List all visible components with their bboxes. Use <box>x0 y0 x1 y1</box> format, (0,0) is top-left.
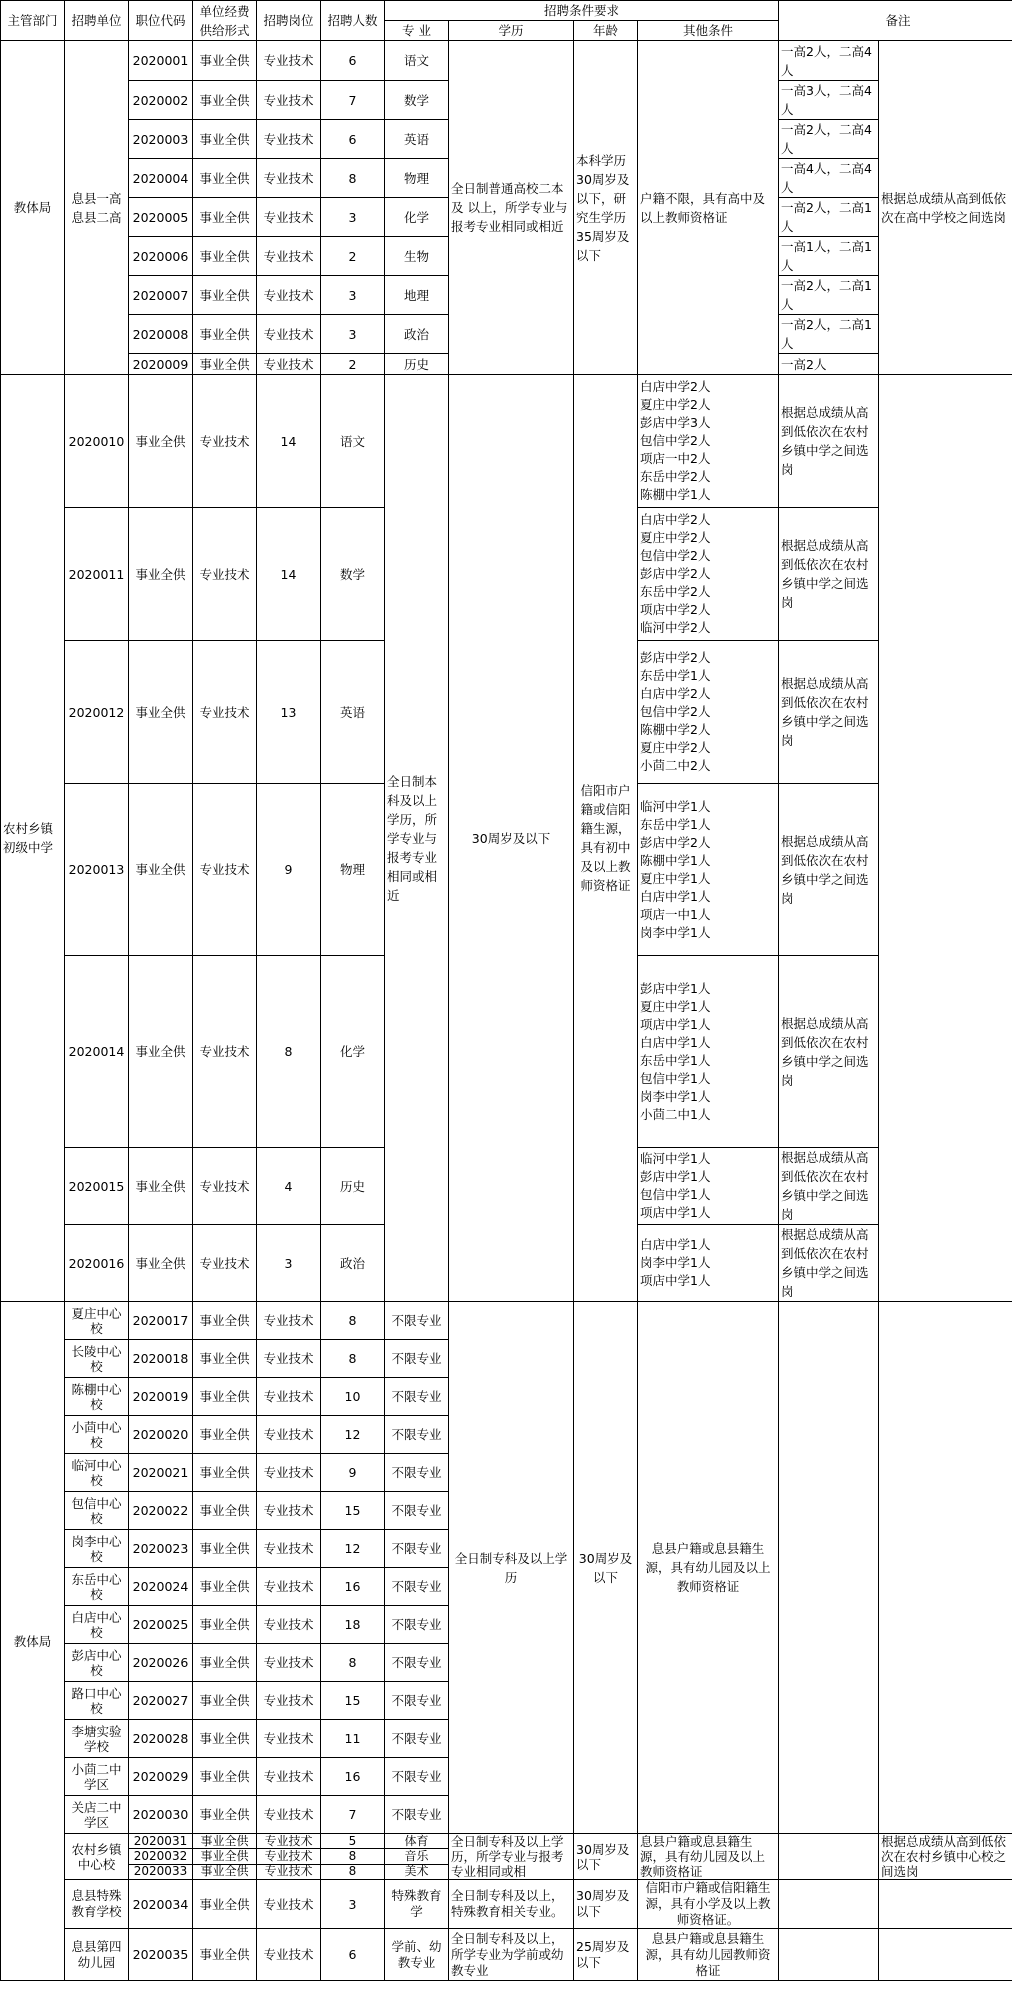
major-cell: 不限专业 <box>385 1454 449 1492</box>
num-cell: 3 <box>257 1225 321 1302</box>
num-cell: 8 <box>321 1340 385 1378</box>
major-cell: 体育 <box>385 1834 449 1849</box>
other-cell: 信阳市户籍或信阳籍生源，具有小学及以上教师资格证。 <box>638 1880 779 1929</box>
fund-cell: 事业全供 <box>129 1148 193 1225</box>
num-cell: 13 <box>257 641 321 784</box>
unit-cell: 长陵中心校 <box>65 1340 129 1378</box>
post-cell: 专业技术 <box>257 1492 321 1530</box>
num-cell: 16 <box>321 1568 385 1606</box>
fund-cell: 事业全供 <box>193 237 257 276</box>
post-cell: 专业技术 <box>257 198 321 237</box>
header-education: 学历 <box>449 21 574 41</box>
fund-cell: 事业全供 <box>129 956 193 1148</box>
fund-cell: 事业全供 <box>193 81 257 120</box>
code-cell: 2020026 <box>129 1644 193 1682</box>
other-cell: 息县户籍或息县籍生源，具有幼儿园及以上教师资格证 <box>638 1834 779 1880</box>
num-cell: 4 <box>257 1148 321 1225</box>
education-cell: 全日制本科及以上学历，所学专业与报考专业相同或相近 <box>385 375 449 1302</box>
major-cell: 英语 <box>385 120 449 159</box>
age-cell: 30周岁及以下 <box>574 1880 638 1929</box>
code-cell: 2020001 <box>129 41 193 81</box>
post-cell: 专业技术 <box>257 81 321 120</box>
code-cell: 2020010 <box>65 375 129 508</box>
fund-cell: 事业全供 <box>193 1864 257 1879</box>
code-cell: 2020025 <box>129 1606 193 1644</box>
fund-cell: 事业全供 <box>129 1225 193 1302</box>
table-row <box>1 1880 1012 1929</box>
fund-cell: 事业全供 <box>193 1720 257 1758</box>
code-cell: 2020023 <box>129 1530 193 1568</box>
remark-cell: 根据总成绩从高到低依次在农村乡镇中学之间选岗 <box>779 375 879 508</box>
num-cell: 5 <box>321 1834 385 1849</box>
fund-cell: 事业全供 <box>193 1849 257 1864</box>
code-cell: 2020032 <box>129 1849 193 1864</box>
num-cell: 9 <box>257 784 321 956</box>
code-cell: 2020012 <box>65 641 129 784</box>
num-cell: 6 <box>321 1929 385 1981</box>
major-cell: 美术 <box>385 1864 449 1879</box>
major-cell: 不限专业 <box>385 1758 449 1796</box>
header-fund: 单位经费供给形式 <box>193 1 257 41</box>
header-other: 其他条件 <box>638 21 779 41</box>
major-cell: 学前、幼教专业 <box>385 1929 449 1981</box>
code-cell: 2020003 <box>129 120 193 159</box>
unit-cell: 岗李中心校 <box>65 1530 129 1568</box>
fund-cell: 事业全供 <box>193 276 257 315</box>
code-cell: 2020019 <box>129 1378 193 1416</box>
code-cell: 2020033 <box>129 1864 193 1879</box>
fund-cell: 事业全供 <box>193 1929 257 1981</box>
post-cell: 专业技术 <box>257 315 321 354</box>
post-cell: 专业技术 <box>257 1302 321 1340</box>
code-cell: 2020009 <box>129 354 193 375</box>
major-cell: 政治 <box>321 1225 385 1302</box>
unit-cell: 农村乡镇初级中学 <box>1 375 65 1302</box>
num-cell: 3 <box>321 1880 385 1929</box>
code-cell: 2020016 <box>65 1225 129 1302</box>
distribution-cell: 白店中学1人 岗李中学1人 项店中学1人 <box>638 1225 779 1302</box>
major-cell: 政治 <box>385 315 449 354</box>
fund-cell: 事业全供 <box>193 1606 257 1644</box>
post-cell: 专业技术 <box>257 1720 321 1758</box>
code-cell: 2020028 <box>129 1720 193 1758</box>
fund-cell: 事业全供 <box>193 354 257 375</box>
remark-cell <box>879 1880 1012 1929</box>
num-cell: 10 <box>321 1378 385 1416</box>
post-cell: 专业技术 <box>193 375 257 508</box>
code-cell: 2020005 <box>129 198 193 237</box>
code-cell: 2020031 <box>129 1834 193 1849</box>
post-cell: 专业技术 <box>257 1606 321 1644</box>
fund-cell: 事业全供 <box>129 508 193 641</box>
code-cell: 2020006 <box>129 237 193 276</box>
remark-cell: 根据总成绩从高到低依次在农村乡镇中学之间选岗 <box>779 956 879 1148</box>
post-cell: 专业技术 <box>257 237 321 276</box>
num-cell: 2 <box>321 354 385 375</box>
header-post: 招聘岗位 <box>257 1 321 41</box>
num-cell: 6 <box>321 120 385 159</box>
major-cell: 物理 <box>385 159 449 198</box>
distribution-cell: 彭店中学1人 夏庄中学1人 项店中学1人 白店中学1人 东岳中学1人 包信中学1人 岗李中学1人 小茴二中1人 <box>638 956 779 1148</box>
post-cell: 专业技术 <box>193 784 257 956</box>
code-cell: 2020035 <box>129 1929 193 1981</box>
code-cell: 2020013 <box>65 784 129 956</box>
unit-cell: 白店中心校 <box>65 1606 129 1644</box>
remark-cell <box>879 1929 1012 1981</box>
num-cell: 14 <box>257 375 321 508</box>
fund-cell: 事业全供 <box>193 1530 257 1568</box>
code-cell: 2020029 <box>129 1758 193 1796</box>
unit-cell: 小茴二中学区 <box>65 1758 129 1796</box>
code-cell: 2020020 <box>129 1416 193 1454</box>
fund-cell: 事业全供 <box>193 1454 257 1492</box>
header-num: 招聘人数 <box>321 1 385 41</box>
post-cell: 专业技术 <box>193 508 257 641</box>
num-cell: 3 <box>321 276 385 315</box>
fund-cell: 事业全供 <box>193 41 257 81</box>
unit-cell: 关店二中学区 <box>65 1796 129 1834</box>
other-cell: 信阳市户籍或信阳籍生源，具有初中及以上教师资格证 <box>574 375 638 1302</box>
num-cell: 7 <box>321 81 385 120</box>
header-row <box>1 1 1012 21</box>
num-cell: 8 <box>321 1644 385 1682</box>
fund-cell: 事业全供 <box>129 375 193 508</box>
header-dept: 主管部门 <box>1 1 65 41</box>
remark-cell: 根据总成绩从高到低依次在农村乡镇中学之间选岗 <box>779 784 879 956</box>
fund-cell: 事业全供 <box>193 1340 257 1378</box>
major-cell: 地理 <box>385 276 449 315</box>
distribution-cell <box>779 1880 879 1929</box>
remark-cell: 根据总成绩从高到低依次在农村乡镇中心校之间选岗 <box>879 1834 1012 1880</box>
post-cell: 专业技术 <box>257 1416 321 1454</box>
post-cell: 专业技术 <box>257 1849 321 1864</box>
code-cell: 2020021 <box>129 1454 193 1492</box>
distribution-cell: 一高2人，二高4人 <box>779 120 879 159</box>
fund-cell: 事业全供 <box>193 1302 257 1340</box>
age-cell: 30周岁及以下 <box>449 375 574 1302</box>
num-cell: 15 <box>321 1682 385 1720</box>
major-cell: 物理 <box>321 784 385 956</box>
remark-cell: 根据总成绩从高到低依次在农村乡镇中学之间选岗 <box>779 508 879 641</box>
distribution-cell: 一高1人，二高1人 <box>779 237 879 276</box>
num-cell: 14 <box>257 508 321 641</box>
post-cell: 专业技术 <box>257 1682 321 1720</box>
fund-cell: 事业全供 <box>193 1834 257 1849</box>
post-cell: 专业技术 <box>257 1880 321 1929</box>
code-cell: 2020008 <box>129 315 193 354</box>
age-cell: 30周岁及以下 <box>574 1834 638 1880</box>
remark-cell: 根据总成绩从高到低依次在高中学校之间选岗 <box>879 41 1012 375</box>
distribution-cell: 一高2人，二高1人 <box>779 198 879 237</box>
fund-cell: 事业全供 <box>193 1416 257 1454</box>
major-cell: 不限专业 <box>385 1720 449 1758</box>
major-cell: 不限专业 <box>385 1644 449 1682</box>
code-cell: 2020024 <box>129 1568 193 1606</box>
fund-cell: 事业全供 <box>129 641 193 784</box>
code-cell: 2020018 <box>129 1340 193 1378</box>
education-cell: 全日制专科及以上，特殊教育相关专业。 <box>449 1880 574 1929</box>
major-cell: 不限专业 <box>385 1416 449 1454</box>
fund-cell: 事业全供 <box>193 1758 257 1796</box>
post-cell: 专业技术 <box>193 641 257 784</box>
unit-cell: 小茴中心校 <box>65 1416 129 1454</box>
header-unit: 招聘单位 <box>65 1 129 41</box>
major-cell: 化学 <box>321 956 385 1148</box>
major-cell: 特殊教育学 <box>385 1880 449 1929</box>
post-cell: 专业技术 <box>257 1864 321 1879</box>
code-cell: 2020022 <box>129 1492 193 1530</box>
remark-cell <box>879 1302 1012 1834</box>
remark-cell: 根据总成绩从高到低依次在农村乡镇中学之间选岗 <box>779 1148 879 1225</box>
post-cell: 专业技术 <box>257 159 321 198</box>
num-cell: 12 <box>321 1530 385 1568</box>
fund-cell: 事业全供 <box>129 784 193 956</box>
header-remark: 备注 <box>779 1 1012 41</box>
distribution-cell: 临河中学1人 彭店中学1人 包信中学1人 项店中学1人 <box>638 1148 779 1225</box>
post-cell: 专业技术 <box>257 1340 321 1378</box>
unit-cell: 夏庄中心校 <box>65 1302 129 1340</box>
other-cell: 户籍不限，具有高中及以上教师资格证 <box>638 41 779 375</box>
num-cell: 8 <box>321 159 385 198</box>
fund-cell: 事业全供 <box>193 1796 257 1834</box>
fund-cell: 事业全供 <box>193 1378 257 1416</box>
post-cell: 专业技术 <box>257 1378 321 1416</box>
distribution-cell <box>779 1834 879 1880</box>
unit-cell: 包信中心校 <box>65 1492 129 1530</box>
code-cell: 2020007 <box>129 276 193 315</box>
education-cell: 全日制专科及以上学历，所学专业与报考专业相同或相 <box>449 1834 574 1880</box>
distribution-cell: 临河中学1人 东岳中学1人 彭店中学2人 陈棚中学1人 夏庄中学1人 白店中学1人 项店一中1人 岗李中学1人 <box>638 784 779 956</box>
fund-cell: 事业全供 <box>193 1492 257 1530</box>
num-cell: 3 <box>321 315 385 354</box>
major-cell: 语文 <box>385 41 449 81</box>
age-cell: 30周岁及以下 <box>574 1302 638 1834</box>
num-cell: 12 <box>321 1416 385 1454</box>
post-cell: 专业技术 <box>257 41 321 81</box>
code-cell: 2020027 <box>129 1682 193 1720</box>
post-cell: 专业技术 <box>193 956 257 1148</box>
fund-cell: 事业全供 <box>193 1568 257 1606</box>
num-cell: 8 <box>321 1864 385 1879</box>
header-major: 专 业 <box>385 21 449 41</box>
unit-cell: 农村乡镇中心校 <box>65 1834 129 1880</box>
major-cell: 数学 <box>385 81 449 120</box>
unit-cell: 息县特殊教育学校 <box>65 1880 129 1929</box>
unit-cell: 路口中心校 <box>65 1682 129 1720</box>
code-cell: 2020017 <box>129 1302 193 1340</box>
header-requirements: 招聘条件要求 <box>385 1 779 21</box>
distribution-cell: 一高3人，二高4人 <box>779 81 879 120</box>
major-cell: 历史 <box>385 354 449 375</box>
distribution-cell: 白店中学2人 夏庄中学2人 包信中学2人 彭店中学2人 东岳中学2人 项店中学2人 临河中学2人 <box>638 508 779 641</box>
post-cell: 专业技术 <box>193 1225 257 1302</box>
major-cell: 不限专业 <box>385 1568 449 1606</box>
post-cell: 专业技术 <box>257 354 321 375</box>
fund-cell: 事业全供 <box>193 159 257 198</box>
distribution-cell: 白店中学2人 夏庄中学2人 彭店中学3人 包信中学2人 项店一中2人 东岳中学2人 陈棚中学1人 <box>638 375 779 508</box>
education-cell: 全日制专科及以上，所学专业为学前或幼教专业 <box>449 1929 574 1981</box>
num-cell: 9 <box>321 1454 385 1492</box>
num-cell: 18 <box>321 1606 385 1644</box>
num-cell: 2 <box>321 237 385 276</box>
fund-cell: 事业全供 <box>193 1682 257 1720</box>
unit-cell: 彭店中心校 <box>65 1644 129 1682</box>
major-cell: 历史 <box>321 1148 385 1225</box>
table-row <box>1 1929 1012 1981</box>
major-cell: 不限专业 <box>385 1796 449 1834</box>
fund-cell: 事业全供 <box>193 120 257 159</box>
post-cell: 专业技术 <box>257 1758 321 1796</box>
major-cell: 化学 <box>385 198 449 237</box>
fund-cell: 事业全供 <box>193 315 257 354</box>
post-cell: 专业技术 <box>193 1148 257 1225</box>
major-cell: 不限专业 <box>385 1302 449 1340</box>
code-cell: 2020015 <box>65 1148 129 1225</box>
remark-cell: 根据总成绩从高到低依次在农村乡镇中学之间选岗 <box>779 641 879 784</box>
post-cell: 专业技术 <box>257 1454 321 1492</box>
fund-cell: 事业全供 <box>193 1644 257 1682</box>
table-row <box>1 1834 1012 1849</box>
education-cell: 全日制普通高校二本及 以上，所学专业与报考专业相同或相近 <box>449 41 574 375</box>
dept-cell: 教体局 <box>1 1302 65 1981</box>
post-cell: 专业技术 <box>257 1530 321 1568</box>
num-cell: 11 <box>321 1720 385 1758</box>
major-cell: 英语 <box>321 641 385 784</box>
code-cell: 2020030 <box>129 1796 193 1834</box>
other-cell: 息县户籍或息县籍生源，具有幼儿园教师资格证 <box>638 1929 779 1981</box>
num-cell: 15 <box>321 1492 385 1530</box>
major-cell: 不限专业 <box>385 1378 449 1416</box>
distribution-cell: 彭店中学2人 东岳中学1人 白店中学2人 包信中学2人 陈棚中学2人 夏庄中学2人 小茴二中2人 <box>638 641 779 784</box>
major-cell: 不限专业 <box>385 1530 449 1568</box>
post-cell: 专业技术 <box>257 1644 321 1682</box>
post-cell: 专业技术 <box>257 120 321 159</box>
unit-cell: 李塘实验学校 <box>65 1720 129 1758</box>
education-cell: 全日制专科及以上学历 <box>449 1302 574 1834</box>
unit-cell: 东岳中心校 <box>65 1568 129 1606</box>
age-cell: 本科学历30周岁及以下，研究生学历35周岁及以下 <box>574 41 638 375</box>
major-cell: 不限专业 <box>385 1492 449 1530</box>
remark-cell: 根据总成绩从高到低依次在农村乡镇中学之间选岗 <box>779 1225 879 1302</box>
post-cell: 专业技术 <box>257 276 321 315</box>
table-row <box>1 1302 1012 1340</box>
distribution-cell <box>779 1929 879 1981</box>
distribution-cell <box>779 1302 879 1834</box>
major-cell: 不限专业 <box>385 1340 449 1378</box>
major-cell: 不限专业 <box>385 1606 449 1644</box>
dept-cell: 教体局 <box>1 41 65 375</box>
num-cell: 8 <box>321 1849 385 1864</box>
distribution-cell: 一高2人 <box>779 354 879 375</box>
fund-cell: 事业全供 <box>193 1880 257 1929</box>
header-code: 职位代码 <box>129 1 193 41</box>
major-cell: 语文 <box>321 375 385 508</box>
post-cell: 专业技术 <box>257 1929 321 1981</box>
unit-cell: 息县一高 息县二高 <box>65 41 129 375</box>
header-age: 年龄 <box>574 21 638 41</box>
post-cell: 专业技术 <box>257 1834 321 1849</box>
num-cell: 6 <box>321 41 385 81</box>
major-cell: 数学 <box>321 508 385 641</box>
table-row <box>1 41 1012 81</box>
distribution-cell: 一高2人，二高4人 <box>779 41 879 81</box>
fund-cell: 事业全供 <box>193 198 257 237</box>
unit-cell: 陈棚中心校 <box>65 1378 129 1416</box>
distribution-cell: 一高2人，二高1人 <box>779 315 879 354</box>
major-cell: 音乐 <box>385 1849 449 1864</box>
num-cell: 16 <box>321 1758 385 1796</box>
code-cell: 2020034 <box>129 1880 193 1929</box>
distribution-cell: 一高2人，二高1人 <box>779 276 879 315</box>
unit-cell: 临河中心校 <box>65 1454 129 1492</box>
major-cell: 不限专业 <box>385 1682 449 1720</box>
major-cell: 生物 <box>385 237 449 276</box>
unit-cell: 息县第四幼儿园 <box>65 1929 129 1981</box>
age-cell: 25周岁及以下 <box>574 1929 638 1981</box>
num-cell: 7 <box>321 1796 385 1834</box>
post-cell: 专业技术 <box>257 1796 321 1834</box>
num-cell: 3 <box>321 198 385 237</box>
num-cell: 8 <box>321 1302 385 1340</box>
code-cell: 2020002 <box>129 81 193 120</box>
code-cell: 2020011 <box>65 508 129 641</box>
distribution-cell: 一高4人，二高4人 <box>779 159 879 198</box>
post-cell: 专业技术 <box>257 1568 321 1606</box>
other-cell: 息县户籍或息县籍生源，具有幼儿园及以上教师资格证 <box>638 1302 779 1834</box>
code-cell: 2020014 <box>65 956 129 1148</box>
table-row <box>1 375 1012 508</box>
num-cell: 8 <box>257 956 321 1148</box>
code-cell: 2020004 <box>129 159 193 198</box>
